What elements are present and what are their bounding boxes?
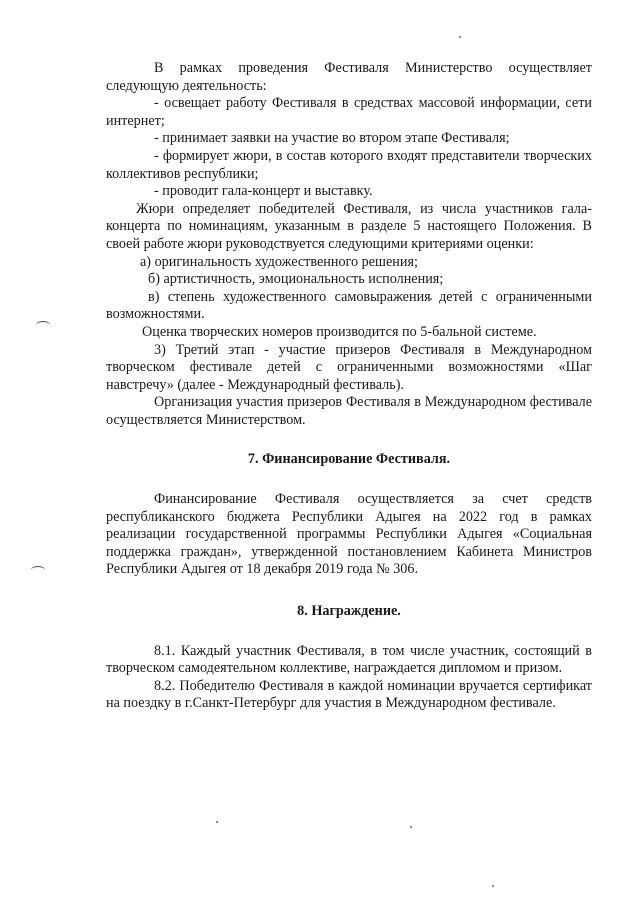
list-item-applications: - принимает заявки на участие во втором этапе Фестиваля; (154, 130, 510, 147)
paragraph-award-8-2: 8.2. Победителю Фестиваля в каждой номинации вручается сертификат на поездку в г.Санкт-Петербург для участия в Международном фестивале. (106, 677, 592, 712)
document-body (106, 60, 592, 713)
section-8-heading: 8. Награждение. (297, 603, 401, 620)
scan-speck (410, 826, 412, 828)
criterion-c: в) степень художественного самовыражения детей с ограниченными возможностями. (106, 288, 592, 323)
paragraph-financing: Финансирование Фестиваля осуществляется за счет средств республиканского бюджета Республики Адыгея на 2022 год в рамках реализации государственной программы Республики Адыгея «Социальная поддержка граждан», утвержденной постановлением Кабинета Министров Республики Адыгея от 18 декабря 2019 года № 306. (106, 491, 592, 578)
paragraph-ministry-activity: В рамках проведения Фестиваля Министерство осуществляет следующую деятельность: (106, 60, 592, 94)
list-item-gala: - проводит гала-концерт и выставку. (154, 183, 373, 200)
scan-speck (216, 821, 218, 823)
criterion-a: а) оригинальность художественного решения; (140, 253, 418, 270)
scan-speck (459, 36, 461, 38)
paragraph-scoring: Оценка творческих номеров производится по 5-бальной системе. (142, 323, 537, 340)
scan-speck (492, 885, 494, 887)
paragraph-award-8-1: 8.1. Каждый участник Фестиваля, в том числе участник, состоящий в творческом самодеятельном коллективе, награждается дипломом и призом. (106, 642, 592, 677)
list-item-jury: - формирует жюри, в состав которого входят представители творческих коллективов республики; (106, 147, 592, 182)
hole-punch-mark-top (36, 321, 50, 329)
paragraph-third-stage: 3) Третий этап - участие призеров Фестиваля в Международном творческом фестивале детей с ограниченными возможностями «Шаг навстречу» (далее - Международный фестиваль). (106, 341, 592, 393)
section-7-heading: 7. Финансирование Фестиваля. (247, 451, 451, 468)
hole-punch-mark-bottom (31, 566, 45, 574)
criterion-b: б) артистичность, эмоциональность исполнения; (148, 271, 444, 288)
paragraph-organization: Организация участия призеров Фестиваля в Международном фестивале осуществляется Министерством. (106, 394, 592, 428)
list-item-media: - освещает работу Фестиваля в средствах массовой информации, сети интернет; (106, 95, 592, 129)
paragraph-jury: Жюри определяет победителей Фестиваля, из числа участников гала-концерта по номинациям, указанным в разделе 5 настоящего Положения. В своей работе жюри руководствуется следующими критериями оценки: (106, 200, 592, 252)
